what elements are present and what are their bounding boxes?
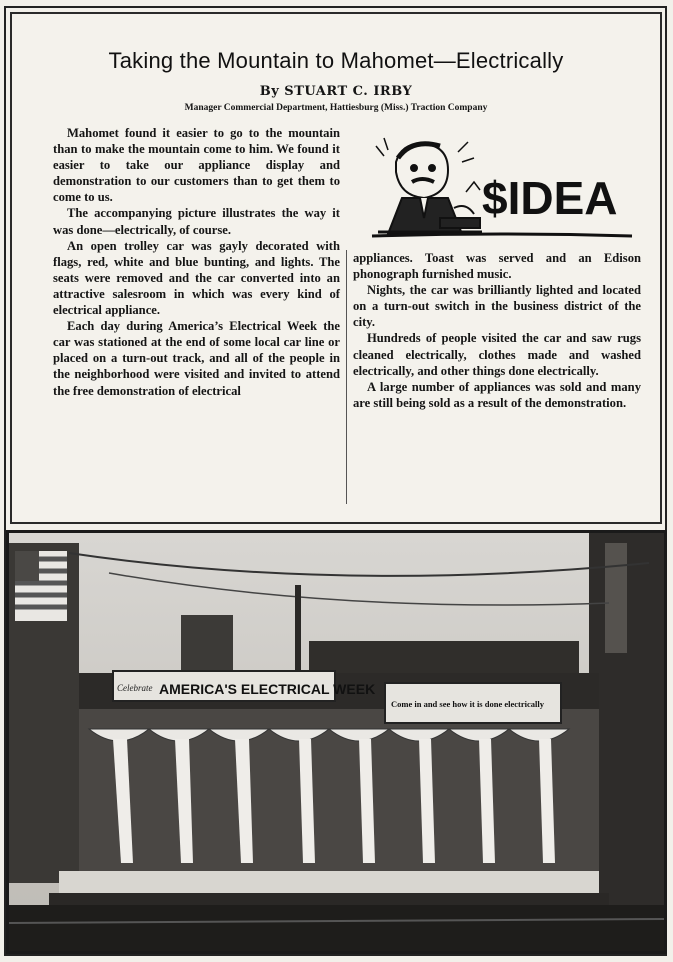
flag-icon (15, 551, 67, 621)
idea-cartoon (362, 132, 637, 244)
article-box (10, 12, 662, 524)
paragraph: Nights, the car was brilliantly lighted and located on a turn-out switch in the business district of the city. (353, 283, 641, 330)
trolley-photo-image (9, 533, 664, 951)
banner-text: AMERICA'S ELECTRICAL WEEK (159, 681, 376, 697)
paragraph: appliances. Toast was served and an Edison phonograph furnished music. (353, 251, 641, 282)
paragraph: An open trolley car was gayly decorated with flags, red, white and blue bunting, and lights. The seats were removed and the car converted into an attractive salesroom in which was every kind of electrical appliance. (53, 238, 340, 318)
idea-logo-text: $IDEA (482, 172, 618, 224)
trolley-photo (6, 530, 667, 954)
column-divider (346, 250, 347, 504)
byline: By STUART C. IRBY (259, 84, 413, 99)
paragraph: Hundreds of people visited the car and saw rugs cleaned electrically, clothes made and washed electrically, and other things done electrically. (353, 331, 641, 378)
paragraph: Mahomet found it easier to go to the mountain than to make the mountain come to him. We found it easier to take our appliance display and demonstration to our customers than to get them to come to us. (53, 126, 340, 205)
paragraph: A large number of appliances was sold and many are still being sold as a result of the demonstration. (353, 379, 641, 410)
article-title: Taking the Mountain to Mahomet—Electrically (108, 48, 564, 73)
side-sign-text: Come in and see how it is done electrically (391, 699, 544, 709)
paragraph: The accompanying picture illustrates the way it was done—electrically, of course. (53, 206, 340, 237)
banner-prefix: Celebrate (117, 683, 153, 693)
left-column (53, 125, 340, 399)
cartoon-man-icon (376, 138, 482, 234)
author-affiliation: Manager Commercial Department, Hattiesburg (Miss.) Traction Company (184, 103, 488, 113)
right-column (353, 250, 641, 411)
paragraph: Each day during America’s Electrical Week the car was stationed at the end of some local car line or placed on a turn-out track, and all of the people in the neighborhood were visited and invited to attend the free demonstration of electrical (53, 319, 340, 398)
